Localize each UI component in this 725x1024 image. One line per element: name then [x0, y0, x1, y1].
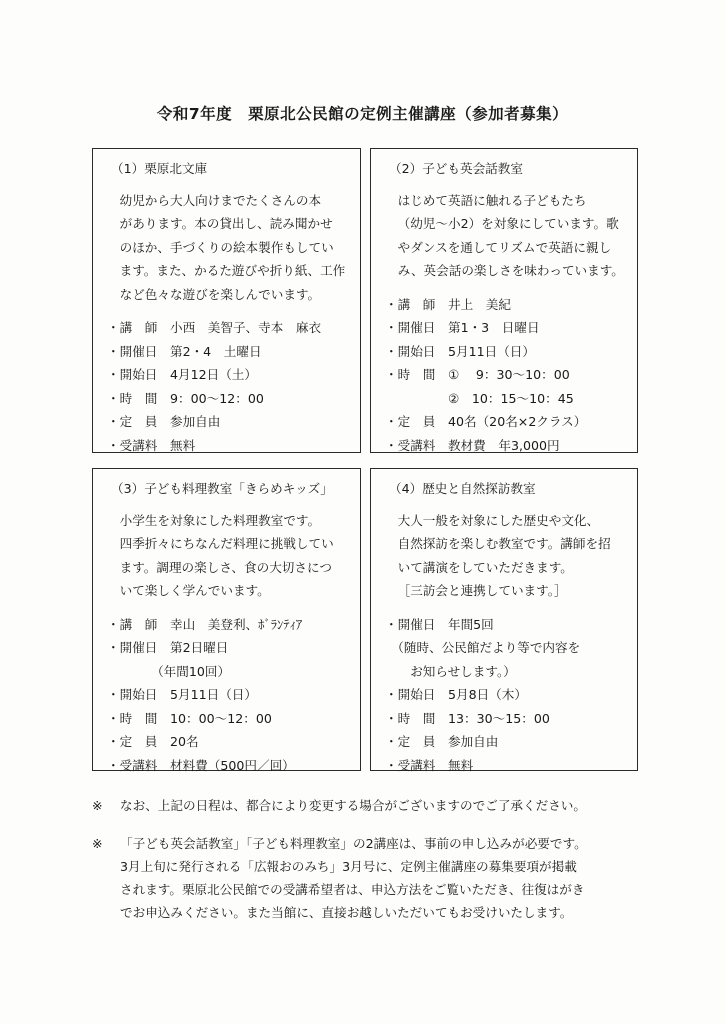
course-box-english — [370, 148, 638, 453]
info-item: ・開催日 年間5回 — [385, 616, 494, 632]
description-line: 幼児から大人向けまでたくさんの本 — [119, 192, 322, 208]
course-heading: （4）歴史と自然探訪教室 — [389, 481, 536, 496]
info-item: （年間10回） — [107, 663, 231, 679]
course-description — [107, 509, 350, 603]
description-line: やダンスを通してリズムで英語に親し — [397, 239, 612, 255]
info-item: ・講 師 井上 美紀 — [385, 296, 511, 312]
description-line: 小学生を対象にした料理教室です。 — [119, 512, 321, 528]
description-line: ［三訪会と連携しています。］ — [397, 583, 567, 598]
info-item: ・定 員 20名 — [107, 734, 199, 749]
note-line: 「子ども英会話教室」「子ども料理教室」の2講座は、事前の申し込みが必要です。 — [120, 836, 587, 851]
info-item: ・開催日 第2・4 土曜日 — [107, 343, 262, 359]
info-item: ・時 間 13：30～15：00 — [385, 710, 550, 726]
course-description — [385, 189, 627, 283]
note-mark: ※ — [92, 798, 103, 813]
info-item: ・時 間 10：00～12：00 — [107, 710, 272, 726]
info-item: （随時、公民館だより等で内容を — [385, 640, 581, 655]
info-item: ・開始日 5月11日（日） — [385, 343, 535, 359]
info-item: ・開始日 5月11日（日） — [107, 687, 257, 702]
note-line: なお、上記の日程は、都合により変更する場合がございますのでご了承ください。 — [120, 798, 586, 813]
info-item: ・受講料 材料費（500円／回） — [107, 757, 295, 773]
description-line: いて講演をしていただきます。 — [397, 559, 573, 575]
description-line: （幼児～小2）を対象にしています。歌 — [397, 216, 619, 231]
description-line: 自然探訪を楽しむ教室です。講師を招 — [397, 536, 611, 551]
course-description — [385, 509, 627, 603]
info-item: ・受講料 無料 — [385, 757, 474, 773]
description-line: など色々な遊びを楽しんでいます。 — [119, 286, 321, 302]
info-item: ・受講料 無料 — [107, 437, 196, 453]
info-item: ・定 員 参加自由 — [385, 734, 499, 749]
info-item: ・定 員 40名（20名×2クラス） — [385, 414, 587, 429]
description-line: いて楽しく学んでいます。 — [119, 583, 270, 598]
course-heading: （1）栗原北文庫 — [111, 161, 208, 176]
note-line: 3月上旬に発行される「広報おのみち」3月号に、定例主催講座の募集要項が掲載 — [120, 859, 577, 874]
course-box-bunko — [92, 148, 361, 453]
description-line: のほか、手づくりの絵本製作もしてい — [119, 239, 334, 255]
description-line: 四季折々にちなんだ料理に挑戦してい — [119, 536, 334, 551]
description-line: み、英会話の楽しさを味わっています。 — [397, 263, 624, 278]
info-item: ・開始日 5月8日（木） — [385, 687, 527, 702]
course-info-list — [385, 613, 627, 778]
course-heading: （2）子ども英会話教室 — [389, 161, 523, 176]
info-item: お知らせします。） — [385, 663, 516, 679]
info-item: ・受講料 教材費 年3,000円 — [385, 437, 560, 453]
description-line: はじめて英語に触れる子どもたち — [397, 192, 587, 208]
info-item: ② 10：15～10：45 — [385, 390, 574, 406]
course-description — [107, 189, 350, 307]
course-box-history — [370, 468, 638, 771]
info-item: ・講 師 幸山 美登利、ﾎﾞﾗﾝﾃｨｱ — [107, 616, 303, 632]
info-item: ・開催日 第1・3 日曜日 — [385, 320, 540, 335]
info-item: ・時 間 9：00～12：00 — [107, 390, 264, 406]
application-note — [92, 832, 652, 924]
description-line: ます。また、かるた遊びや折り紙、工作 — [119, 263, 346, 278]
course-box-cooking — [92, 468, 361, 771]
info-item: ・講 師 小西 美智子、寺本 麻衣 — [107, 320, 322, 335]
description-line: ます。調理の楽しさ、食の大切さにつ — [119, 559, 332, 575]
description-line: があります。本の貸出し、読み聞かせ — [119, 216, 333, 231]
note-line: でお申込みください。また当館に、直接お越しいただいてもお受けいたします。 — [120, 905, 573, 920]
schedule-change-note — [92, 794, 652, 817]
info-item: ・開催日 第2日曜日 — [107, 640, 229, 655]
note-mark: ※ — [92, 836, 103, 851]
description-line: 大人一般を対象にした歴史や文化、 — [397, 512, 600, 528]
info-item: ・時 間 ① 9：30～10：00 — [385, 367, 570, 382]
course-info-list — [107, 613, 350, 778]
note-line: されます。栗原北公民館での受講希望者は、申込方法をご覧いただき、往復はがき — [120, 882, 585, 897]
course-heading: （3）子ども料理教室「きらめキッズ」 — [111, 481, 333, 496]
course-info-list — [385, 293, 627, 458]
info-item: ・定 員 参加自由 — [107, 414, 221, 429]
course-info-list — [107, 316, 350, 457]
page-title: 令和7年度 栗原北公民館の定例主催講座（参加者募集） — [156, 105, 569, 123]
info-item: ・開始日 4月12日（土） — [107, 367, 257, 382]
